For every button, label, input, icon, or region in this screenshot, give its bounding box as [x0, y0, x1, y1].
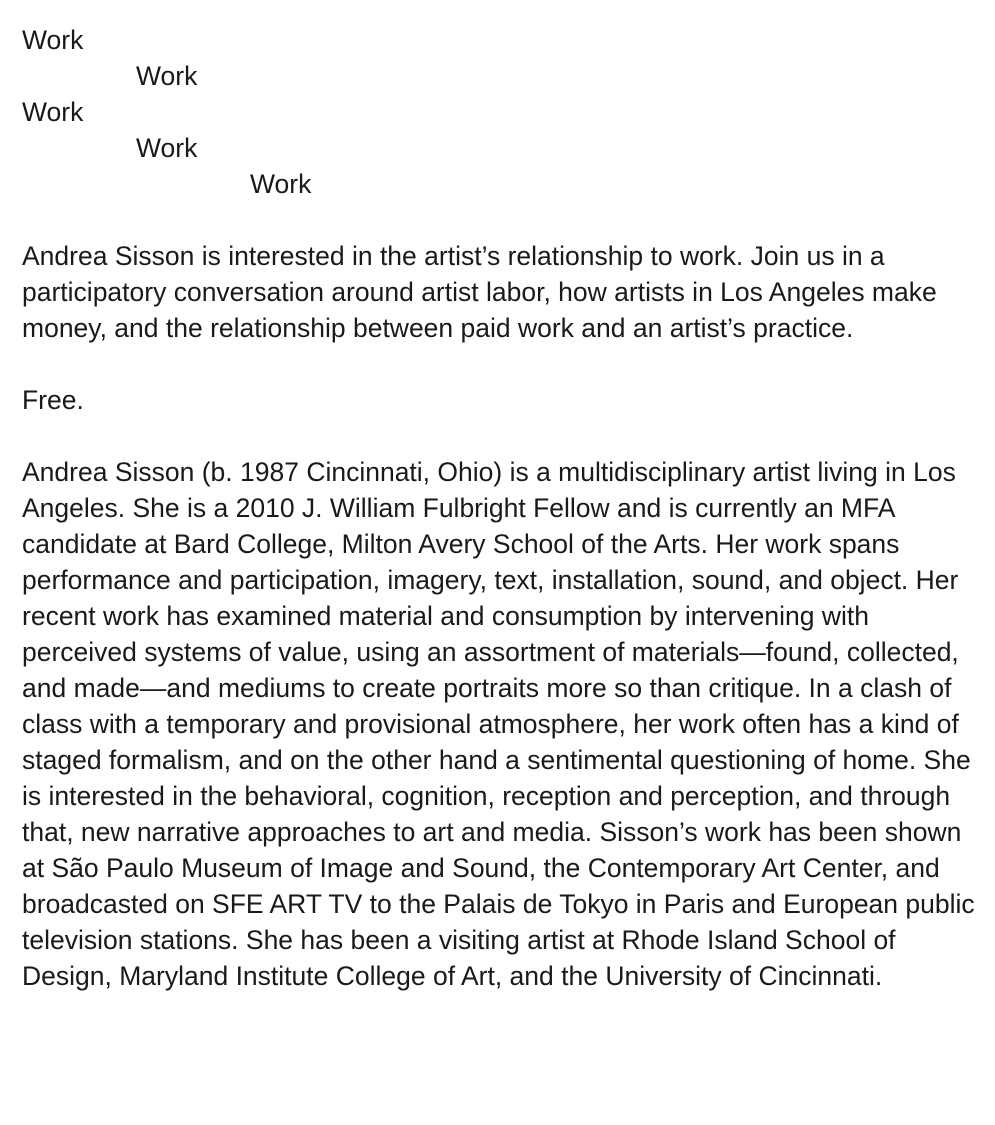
poem-line-5: Work [250, 169, 312, 199]
poem-line-3: Work [22, 97, 84, 127]
work-poem [22, 22, 982, 202]
poem-line-1: Work [22, 25, 84, 55]
event-price: Free. [22, 385, 84, 415]
artist-bio: Andrea Sisson (b. 1987 Cincinnati, Ohio) is a multidisciplinary artist living in Los Angeles. She is a 2010 J. William Fulbright Fellow and is currently an MFA candidate at Bard College, Milton Avery School of the Arts. Her work spans performance and participation, imagery, text, installation, sound, and object. Her recent work has examined material and consumption by intervening with perceived systems of value, using an assortment of materials—found, collected, and made—and mediums to create portraits more so than critique. In a clash of class with a temporary and provisional atmosphere, her work often has a kind of staged formalism, and on the other hand a sentimental questioning of home. She is interested in the behavioral, cognition, reception and perception, and through that, new narrative approaches to art and media. Sisson’s work has been shown at São Paulo Museum of Image and Sound, the Contemporary Art Center, and broadcasted on SFE ART TV to the Palais de Tokyo in Paris and European public television stations. She has been a visiting artist at Rhode Island School of Design, Maryland Institute College of Art, and the University of Cincinnati. [22, 457, 975, 991]
poem-line-2: Work [136, 61, 198, 91]
event-description: Andrea Sisson is interested in the artist’s relationship to work. Join us in a participatory conversation around artist labor, how artists in Los Angeles make money, and the relationship between paid work and an artist’s practice. [22, 241, 937, 343]
poem-line-4: Work [136, 133, 198, 163]
